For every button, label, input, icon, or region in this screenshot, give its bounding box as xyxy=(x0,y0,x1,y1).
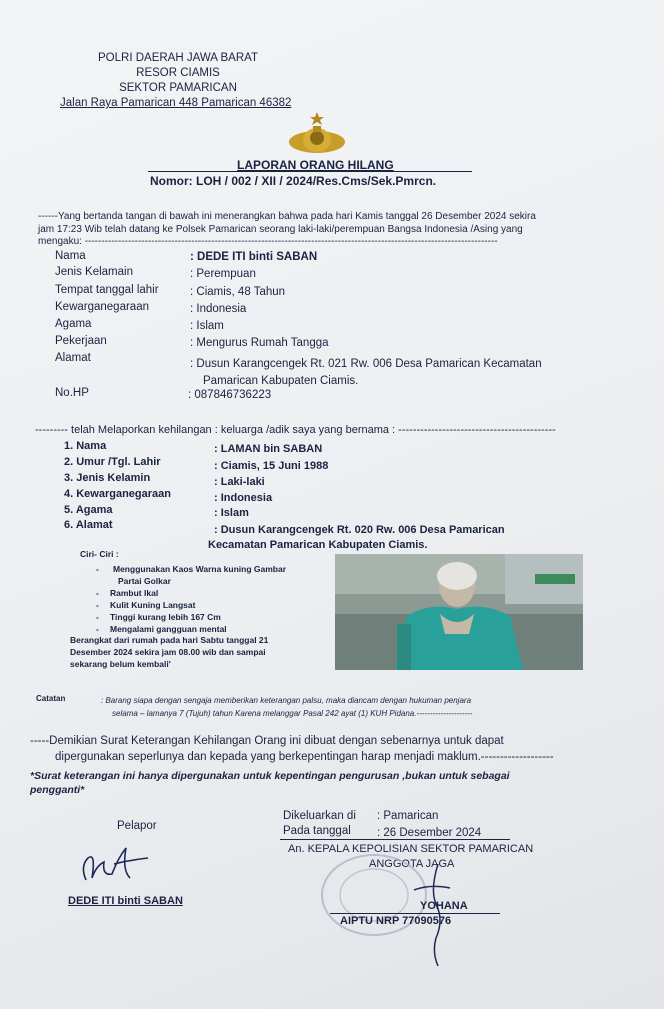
usage-note-line1: *Surat keterangan ini hanya dipergunakan untuk kepentingan pengurusan ,bukan untuk sebagai xyxy=(30,770,510,782)
missing-value: : Laki-laki xyxy=(214,476,265,488)
officer-name: YOHANA xyxy=(420,900,468,912)
reporter-label: No.HP xyxy=(55,387,89,399)
header-address: Jalan Raya Pamarican 448 Pamarican 46382 xyxy=(60,97,292,109)
missing-value: Kecamatan Pamarican Kabupaten Ciamis. xyxy=(208,539,428,551)
header-line2: RESOR CIAMIS xyxy=(136,67,220,79)
missing-label: 2. Umur /Tgl. Lahir xyxy=(64,456,161,468)
departure-line1: Berangkat dari rumah pada hari Sabtu tanggal 21 xyxy=(70,635,269,645)
trait-item: Partai Golkar xyxy=(118,576,171,586)
missing-value: : Ciamis, 15 Juni 1988 xyxy=(214,460,329,472)
note-line1: : Barang siapa dengan sengaja memberikan keterangan palsu, maka diancam dengan hukuman penjara xyxy=(101,696,472,705)
missing-value: : LAMAN bin SABAN xyxy=(214,443,323,455)
missing-value: : Indonesia xyxy=(214,492,273,504)
report-number: Nomor: LOH / 002 / XII / 2024/Res.Cms/Sek.Pmrcn. xyxy=(150,174,437,188)
reporter-label: Alamat xyxy=(55,352,91,364)
reporter-value: Pamarican Kabupaten Ciamis. xyxy=(203,375,359,387)
header-line3: SEKTOR PAMARICAN xyxy=(119,82,237,94)
intro-line3: mengaku: ---------------------------------------------------------------------------------------------------------------------------- xyxy=(38,236,498,247)
reporter-value: : Indonesia xyxy=(190,303,247,315)
issued-value: : Pamarican xyxy=(377,810,439,822)
trait-item: Rambut Ikal xyxy=(110,588,159,598)
missing-person-photo xyxy=(335,554,583,670)
reporter-label: Nama xyxy=(55,250,86,262)
bullet-dash: - xyxy=(96,624,99,634)
bullet-dash: - xyxy=(96,612,99,622)
intro-line1: ------Yang bertanda tangan di bawah ini menerangkan bahwa pada hari Kamis tanggal 26 Desember 2024 sekira xyxy=(38,211,536,222)
report-title: LAPORAN ORANG HILANG xyxy=(237,158,394,172)
bullet-dash: - xyxy=(96,564,99,574)
closing-line1: -----Demikian Surat Keterangan Kehilangan Orang ini dibuat dengan sebenarnya untuk dapat xyxy=(30,735,504,747)
date-rule xyxy=(280,839,510,840)
note-label: Catatan xyxy=(36,694,66,703)
usage-note-line2: pengganti* xyxy=(30,784,85,796)
trait-item: Mengalami gangguan mental xyxy=(110,624,227,634)
reporter-value: : Mengurus Rumah Tangga xyxy=(190,337,329,349)
reporter-label: Tempat tanggal lahir xyxy=(55,284,159,296)
trait-item: Menggunakan Kaos Warna kuning Gambar xyxy=(113,564,287,574)
missing-label: 5. Agama xyxy=(64,504,113,516)
departure-line3: sekarang belum kembali' xyxy=(70,659,171,669)
traits-heading: Ciri- Ciri : xyxy=(80,549,119,559)
reporter-value: : DEDE ITI binti SABAN xyxy=(190,251,318,263)
intro-line2: jam 17:23 Wib telah datang ke Polsek Pamarican seorang laki-laki/perempuan Bangsa Indonesia /Asing yang xyxy=(38,224,523,235)
date-label: Pada tanggal xyxy=(283,825,351,837)
title-rule xyxy=(148,171,472,172)
trait-item: Tinggi kurang lebih 167 Cm xyxy=(110,612,221,622)
officer-rank: AIPTU NRP 77090576 xyxy=(340,915,452,927)
bullet-dash: - xyxy=(96,600,99,610)
reporter-label: Kewarganegaraan xyxy=(55,301,149,313)
issued-label: Dikeluarkan di xyxy=(283,810,356,822)
bullet-dash: - xyxy=(96,588,99,598)
reporter-signature-label: Pelapor xyxy=(117,820,157,832)
officer-role: ANGGOTA JAGA xyxy=(369,858,455,870)
reporter-value: : Perempuan xyxy=(190,268,256,280)
missing-label: 1. Nama xyxy=(64,440,107,452)
office-title: An. KEPALA KEPOLISIAN SEKTOR PAMARICAN xyxy=(288,843,534,855)
reporter-value: : Dusun Karangcengek Rt. 021 Rw. 006 Desa Pamarican Kecamatan xyxy=(190,358,542,370)
missing-label: 4. Kewarganegaraan xyxy=(64,488,171,500)
date-value: : 26 Desember 2024 xyxy=(377,827,482,839)
trait-item: Kulit Kuning Langsat xyxy=(110,600,196,610)
reporter-label: Pekerjaan xyxy=(55,335,107,347)
reporter-signature-mark xyxy=(78,838,158,890)
missing-label: 3. Jenis Kelamin xyxy=(64,472,151,484)
reporter-value: : Islam xyxy=(190,320,224,332)
missing-label: 6. Alamat xyxy=(64,519,113,531)
reporter-value: : Ciamis, 48 Tahun xyxy=(190,286,286,298)
departure-line2: Desember 2024 sekira jam 08.00 wib dan sampai xyxy=(70,647,266,657)
note-line2: selama – lamanya 7 (Tujuh) tahun Karena melanggar Pasal 242 ayat (1) KUH Pidana.--------------------- xyxy=(112,709,473,718)
closing-line2: dipergunakan seperlunya dan kepada yang berkepentingan harap menjadi maklum.------------------- xyxy=(55,751,554,763)
lost-intro: --------- telah Melaporkan kehilangan : keluarga /adik saya yang bernama : ------------------------------------------- xyxy=(35,424,556,436)
reporter-name: DEDE ITI binti SABAN xyxy=(68,895,183,907)
police-emblem-icon xyxy=(282,110,352,158)
reporter-label: Agama xyxy=(55,318,92,330)
header-line1: POLRI DAERAH JAWA BARAT xyxy=(98,52,258,64)
reporter-label: Jenis Kelamain xyxy=(55,266,133,278)
officer-rule xyxy=(330,913,500,914)
missing-value: : Islam xyxy=(214,507,249,519)
missing-value: : Dusun Karangcengek Rt. 020 Rw. 006 Desa Pamarican xyxy=(214,524,505,536)
reporter-value: : 087846736223 xyxy=(188,389,272,401)
